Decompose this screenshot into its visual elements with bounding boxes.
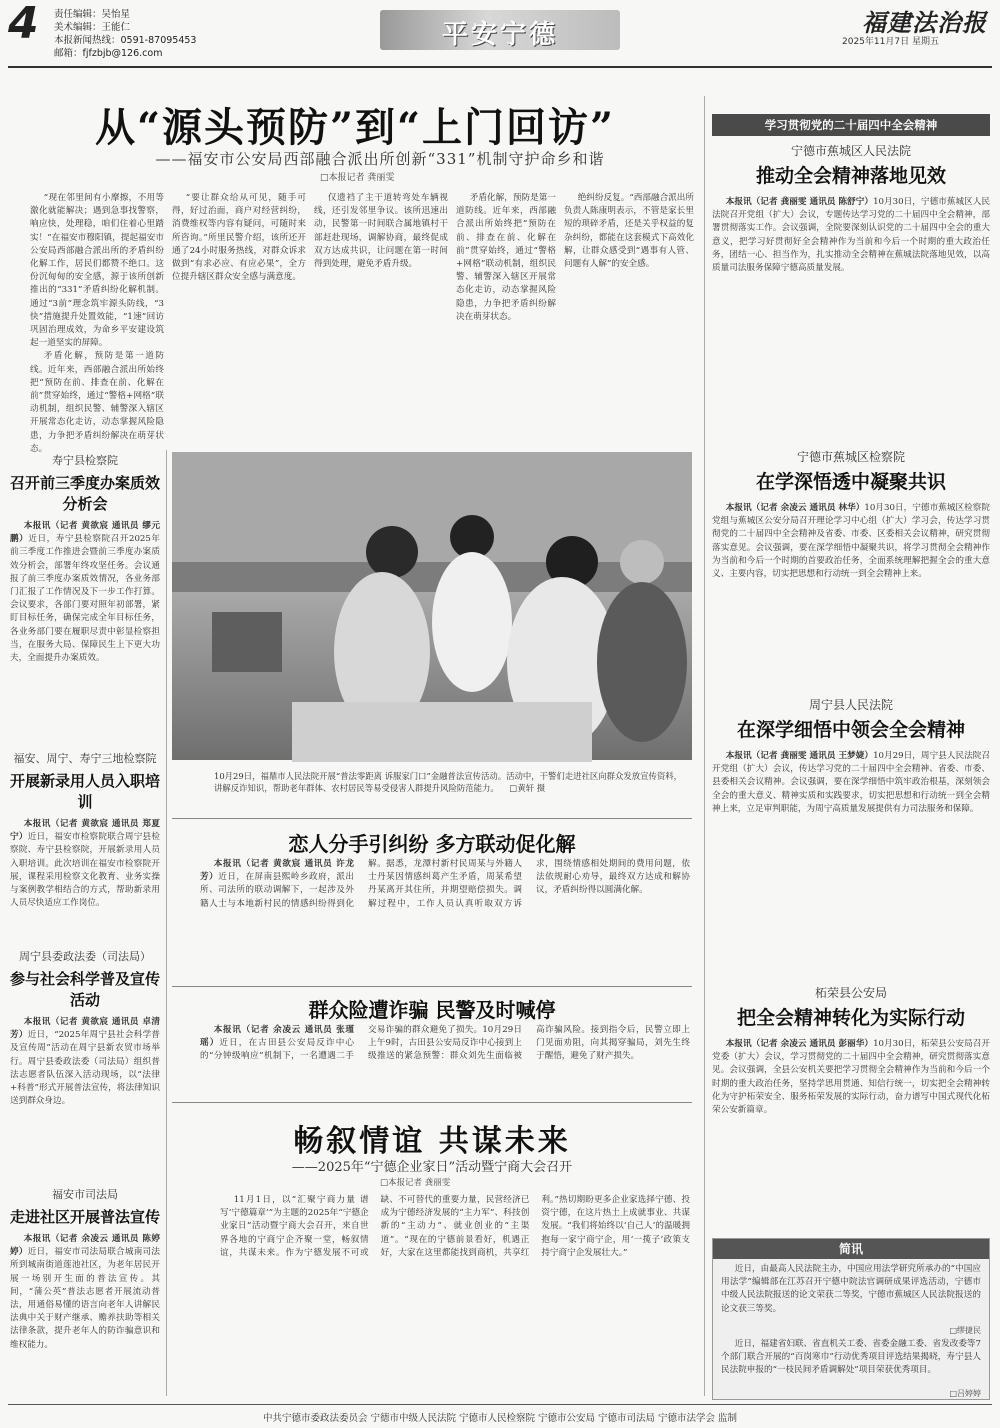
article-body (712, 502, 990, 581)
article-org: 周宁县人民法院 (808, 698, 893, 712)
brief-item-2-text: 近日，福建省妇联、省直机关工委、省委金融工委、省发改委等7个部门联合开展的“百岗寒巾”行动优秀项目评选结果揭晓，寿宁县人民法院申报的“一枝民间矛盾调解处”项目荣获优秀项目。 (721, 1339, 981, 1376)
article-org: 宁德市蕉城区检察院 (796, 450, 905, 464)
article-text: 10月30日，宁德市蕉城区检察院党组与蕉城区公安分局召开理论学习中心组（扩大）学习会，传达学习贯彻党的二十届四中全会精神及省委、市委、区委相关会议精神，研究贯彻落实意见。会议强调，要在深学细悟中凝聚共识，将学习贯彻全会精神作为当前和今后一个时期的首要政治任务，全面系统理解把握全会的重大意义、主要内容，切实把思想和行动统一到全会精神上来。 (712, 503, 990, 580)
article-lead: 本报讯（记者 余凌云 通讯员 陈婷婷） (10, 1234, 160, 1258)
lead-col4-text: 仅遗裆了主干道转弯处车辆视线，还引发邻里争议。该所迅速出动，民警第一时间联合属地镇村干部赶赴现场，调解协商，最终促成双方达成共识，让问题在第一时间得到处理，避免矛盾升级。 (314, 193, 448, 270)
brief-credit-2: □吕婷婷 (949, 1389, 981, 1398)
left-column (10, 452, 160, 1386)
article-body (10, 520, 160, 665)
article-title: 走进社区开展普法宣传 (10, 1208, 161, 1226)
lead-column-5 (564, 192, 694, 440)
lead-subheadline: ——福安市公安局西部融合派出所创新“331”机制守护命乡和谐 (155, 150, 605, 168)
article-title: 把全会精神转化为实际行动 (736, 1007, 965, 1029)
article-title: 推动全会精神落地见效 (755, 165, 946, 187)
lead-column-3 (314, 192, 448, 440)
article-title: 在深学细悟中领会全会精神 (736, 719, 965, 741)
left-article-4 (10, 1186, 160, 1386)
article-text: 近日，“2025年周宁县社会科学普及宣传周”活动在周宁县新农贸市场举行。周宁县委政法委（司法局）组织普法志愿者队伍深入活动现场，以“法律+科普”形式开展普法宣传，将法律知识送到群众身边。 (10, 1030, 160, 1107)
lead-column-1 (30, 192, 164, 454)
lead-column-4 (456, 192, 556, 440)
lead-col1-text: “现在邻里间有小摩擦，不用等激化就能解决；遇到急事找警察，响应快，处理稳，咱们住着心里踏实！”在福安市穆阳镇，提起福安市公安局西部融合派出所的矛盾纠纷化解工作，居民们都赞不绝口。这份沉甸甸的安全感，源于该所创新推出的“331”矛盾纠纷化解机制。通过“3前”理念筑牢源头防线，“3快”措施提升处置效能，“1速”回访巩固治理成效，为命乡平安建设筑起一道坚实的屏障。 (30, 193, 164, 349)
left-article-1 (10, 452, 160, 742)
masthead-rule (8, 66, 992, 68)
article-body (712, 196, 990, 275)
footer-credits: 中共宁德市委政法委员会 宁德市中级人民法院 宁德市人民检察院 宁德市公安局 宁德市司法局 宁德市法学会 监制 (262, 1413, 738, 1424)
right-article-4 (712, 984, 990, 1168)
photo-credit: □黄轩 摄 (509, 783, 546, 793)
lead-col5a-text: 矛盾化解，预防是第一道防线。近年来，西部融合派出所始终把“预防在前、排查在前、化解在前”贯穿始终，通过“警格+网格”联动机制，组织民警、辅警深入辖区开展常态化走访，动态掌握风险隐患，力争把矛盾纠纷解决在萌芽状态。 (456, 193, 556, 322)
section-banner (380, 10, 620, 50)
left-article-2 (10, 750, 160, 940)
feature-text: 11月1日，以“汇聚宁商力量 谱写‘宁德篇章’”为主题的2025年“宁德企业家日”活动暨宁商大会召开，来自世界各地的宁商宁企齐聚一堂，畅叙情谊，共谋未来。作为宁德发展不可或缺、不可替代的重要力量，民营经济已成为宁德经济发展的“主力军”、科技创新的“主动力”、就业创业的“主渠道”。“现在的宁德前景看好，机遇正好，大家在这里都能找到商机，共享红利。”热切期盼更多企业家选择宁德、投资宁德，在这片热土上成就事业、共谋发展。“我们将始终以‘自己人’的温暖拥抱每一家宁商宁企，用‘一揽子’政策支持宁商宁企发展壮大。” (220, 1195, 690, 1258)
article-lead: 本报讯（记者 余凌云 通讯员 林华） (725, 503, 865, 513)
brief-item-1-text: 近日，由最高人民法院主办，中国应用法学研究所承办的“中国应用法学”编辑部在江苏召开宁德中院法官调研成果评选活动，宁德市中级人民法院报送的论文荣获二等奖，宁德市蕉城区人民法院报送的论文获三等奖。 (721, 1264, 981, 1314)
mid-article-1-body (200, 858, 690, 990)
article-body (10, 1233, 160, 1352)
brief-item-1 (713, 1259, 989, 1325)
lead-col2-text: 矛盾化解，预防是第一道防线。近年来，西部融合派出所始终把“预防在前、排查在前、化解在前”贯穿始终，通过“警格+网格”联动机制，组织民警、辅警深入辖区开展常态化走访，动态掌握风险隐患，力争把矛盾纠纷解决在萌芽状态。 (30, 351, 164, 454)
article-title: 开展新录用人员入职培训 (10, 772, 161, 811)
right-article-1 (712, 142, 990, 442)
feature-subheadline: ——2025年“宁德企业家日”活动暨宁商大会召开 (291, 1160, 573, 1175)
article-org: 福安、周宁、寿宁三地检察院 (13, 752, 157, 765)
article-org: 寿宁县检察院 (52, 454, 118, 467)
footer-rule (8, 1404, 992, 1405)
mid-article-1-lead: 本报讯（记者 黄欲宸 通讯员 许龙芳） (200, 859, 354, 883)
lead-byline: □本报记者 龚丽雯 (320, 173, 395, 183)
editor-info (54, 8, 196, 60)
article-lead: 本报讯（记者 龚丽雯 通讯员 陈舒宁） (725, 197, 874, 207)
article-text: 10月30日，柘荣县公安局召开党委（扩大）会议，学习贯彻党的二十届四中全会精神，研究贯彻落实意见。会议强调，全县公安机关要把学习贯彻全会精神作为当前和今后一个时期的重大政治任务，坚持学思用贯通、知信行统一，切实把全会精神转化为守护柘荣安全、服务柘荣发展的实际行动，奋力谱写中国式现代化柘荣公安新篇章。 (712, 1039, 990, 1116)
feature-body (220, 1194, 690, 1400)
article-lead: 本报讯（记者 黄欲宸 通讯员 缪元鹏） (10, 521, 160, 545)
lead-col5-text: 绝纠纷反复。“西部融合派出所负责人陈康明表示，不管是家长里短的琐碎矛盾，还是关乎权益的复杂纠纷，都能在这套模式下高效化解，让群众感受到“遇事有人管、问题有人解”的安全感。 (564, 193, 694, 270)
feature-headline: 畅叙情谊 共谋未来 (293, 1124, 571, 1159)
mid-article-2-title: 群众险遭诈骗 民警及时喊停 (308, 998, 556, 1022)
photo-caption-text: 10月29日，福鼎市人民法院开展“普法零距离 诉服家门口”金融普法宣传活动。活动中，干警们走进社区向群众发放宣传资料，讲解反诈知识，帮助老年群体、农村居民等易受侵害人群提升风险防范能力。 (214, 771, 683, 793)
left-article-3 (10, 948, 160, 1178)
article-org: 周宁县委政法委（司法局） (19, 950, 151, 963)
issue-date: 2025年11月7日 星期五 (842, 37, 939, 47)
article-title: 参与社会科学普及宣传活动 (10, 970, 161, 1009)
article-text: 10月29日，周宁县人民法院召开党组（扩大）会议，传达学习党的二十届四中全会精神、省委、市委、县委相关会议精神。会议强调，要在深学细悟中筑牢政治根基，深刻领会全会的重大意义、精神实质和实践要求，切实把思想和行动统一到全会精神上来，立足审判职能，为周宁高质量发展提供有力司法服务和保障。 (712, 751, 990, 814)
brief-box (712, 1238, 990, 1400)
right-article-3 (712, 696, 990, 976)
photo-caption (214, 770, 688, 794)
brief-credit-1: □缪捷民 (949, 1326, 981, 1335)
hotline: 本报新闻热线：0591-87095453 (54, 35, 197, 46)
article-text: 近日，福安市司法局联合城南司法所到城南街道莲池社区，为老年居民开展一场别开生面的普法宣传。其间，“蒲公英”普法志愿者开展流动普法，用通俗易懂的语言向老年人讲解民法典中关于财产继承、赡养扶助等相关法律条款，提升老年人的防诈骗意识和维权能力。 (10, 1247, 160, 1350)
article-lead: 本报讯（记者 龚丽雯 通讯员 王梦婕） (725, 751, 874, 761)
lead-headline: 从“源头预防”到“上门回访” (94, 104, 616, 151)
mid-article-2-text: 近日，在古田县公安局反诈中心的“分钟级响应”机制下，一名遭遇二手交易诈骗的群众避免了损失。10月29日上午9时，古田县公安局反诈中心接到上级推送的紧急预警：群众刘先生面临被高诈骗风险。接到指令后，民警立即上门见面劝阻，向其揭穿骗局，刘先生终于醒悟，避免了财产损失。 (200, 1025, 690, 1062)
left-center-divider (166, 450, 167, 1396)
feature-byline: □本报记者 龚丽雯 (380, 1178, 451, 1188)
art-editor-line: 美术编辑：王能仁 (54, 22, 131, 33)
right-banner: 学习贯彻党的二十届四中全会精神 (712, 114, 990, 136)
article-title: 在学深悟透中凝聚共识 (755, 471, 946, 493)
article-lead: 本报讯（记者 黄欲宸 通讯员 卓清芳） (10, 1017, 160, 1041)
article-title: 召开前三季度办案质效分析会 (10, 474, 161, 513)
page-number: 4 (8, 0, 39, 49)
article-org: 福安市司法局 (52, 1188, 118, 1201)
center-right-divider (704, 96, 705, 1396)
email: 邮箱：fjfzbjb@126.com (54, 48, 163, 59)
mid-article-1-title: 恋人分手引纠纷 多方联动促化解 (288, 832, 576, 856)
article-lead: 本报讯（记者 黄欲宸 通讯员 郑夏宁） (10, 819, 160, 843)
article-body (712, 1038, 990, 1117)
brief-heading: 简讯 (713, 1239, 989, 1259)
mid-rule-2 (172, 1102, 692, 1103)
mid-article-1-text: 近日，在屏南县熙岭乡政府，派出所、司法所的联动调解下，一起涉及外籍人士与本地新村民的情感纠纷得到化解。据悉，龙潭村新村民周某与外籍人士丹某因情感纠葛产生矛盾，周某希望丹某离开其住所，并期望赔偿损失。调解过程中，工作人员认真听取双方诉求，围绕情感相处期间的费用问题，依法依规耐心劝导，最终双方达成和解协议，矛盾纠纷得以圆满化解。 (200, 859, 690, 909)
article-text: 近日，福安市检察院联合周宁县检察院、寿宁县检察院，开展新录用人员入职培训。此次培训在福安市检察院开展，课程采用检察文化教育、业务实操与案例教学相结合的方式，帮助新录用人员尽快适应工作岗位。 (10, 832, 160, 909)
editor-line: 责任编辑：吴怡星 (54, 9, 131, 20)
brief-item-2 (713, 1336, 989, 1388)
photo-rule (172, 818, 692, 819)
mid-article-2-body (200, 1024, 690, 1096)
article-text: 近日，寿宁县检察院召开2025年前三季度工作推进会暨前三季度办案质效分析会，部署年终攻坚任务。会议通报了前三季度办案质效情况，各业务部门汇报了工作情况及下一步工作打算。会议要求，各部门要对照年初部署，紧盯目标任务，确保完成全年目标任务，各业务部门要在履职尽责中彰显检察担当，在服务大局、保障民生上下更大功夫，全面提升办案质效。 (10, 534, 160, 664)
article-org: 宁德市蕉城区人民法院 (790, 144, 911, 158)
article-lead: 本报讯（记者 余凌云 通讯员 彭丽华） (725, 1039, 874, 1049)
right-column (712, 142, 990, 1168)
lead-col3-text: “要让群众给从可见，随手可得，好过治面，商户对经营纠纷，消费维权等内容有疑问，可随时来所咨询。”所里民警介绍，该所还开通了24小时服务热线，对群众诉求做到“有求必应、有应必果”，全方位提升辖区群众安全感与满意度。 (172, 193, 306, 283)
mid-rule-1 (172, 986, 692, 987)
paper-logo: 福建法治报 (862, 8, 987, 37)
section-banner-title: 平安宁德 (441, 20, 558, 50)
article-body (712, 750, 990, 816)
article-body (10, 1016, 160, 1108)
news-photo (172, 452, 692, 760)
mid-article-2-lead: 本报讯（记者 余凌云 通讯员 张瑾瑶） (200, 1025, 354, 1049)
article-org: 柘荣县公安局 (814, 986, 887, 1000)
article-body (10, 818, 160, 910)
lead-column-2 (172, 192, 306, 440)
article-text: 10月30日，宁德市蕉城区人民法院召开党组（扩大）会议，专题传达学习党的二十届四中全会精神，部署贯彻落实工作。会议强调，全院要深刻认识党的二十届四中全会的重大意义，把学习好贯彻好全会精神作为当前和今后一个时期的重大政治任务，团结一心、担当作为，扎实推动全会精神在蕉城法院落地见效，以高质量司法服务保障宁德高质量发展。 (712, 197, 990, 274)
right-article-2 (712, 448, 990, 688)
photo-illustration (172, 452, 692, 760)
